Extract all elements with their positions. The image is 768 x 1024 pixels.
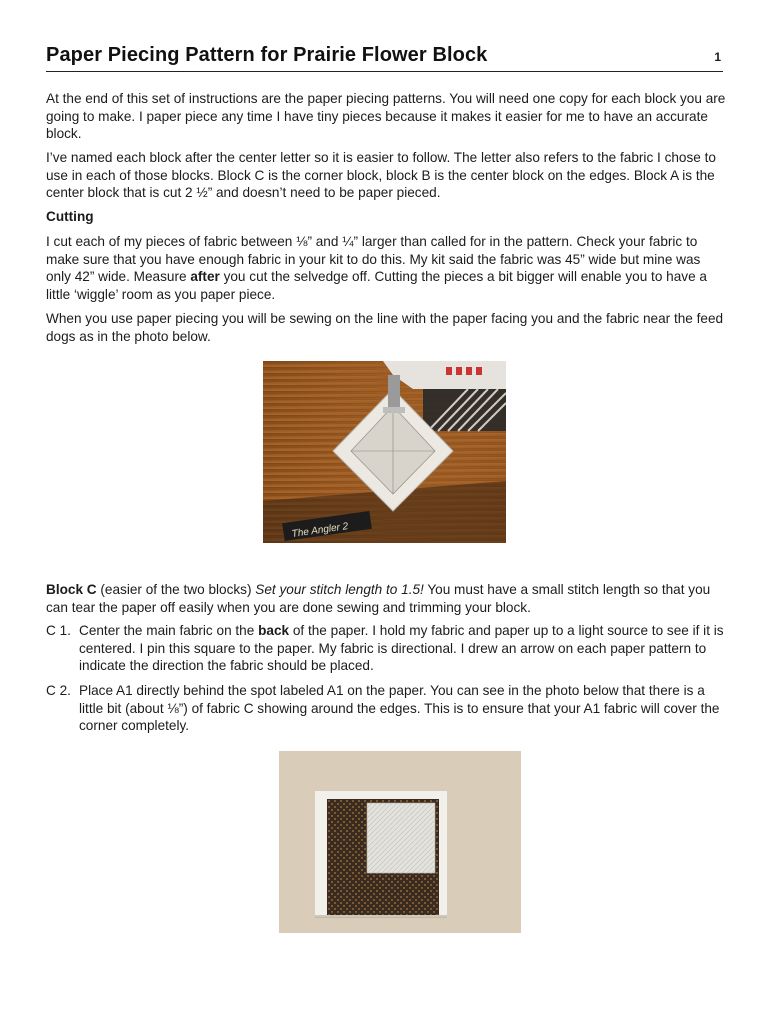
block-c-intro — [46, 581, 726, 616]
step-text-a: Center the main fabric on the — [79, 623, 259, 638]
page-header — [46, 44, 723, 72]
step-text — [79, 622, 726, 675]
block-c-paren: (easier of the two blocks) — [96, 582, 256, 597]
block-c-label: Block C — [46, 582, 97, 597]
photo-sewing-machine-art — [263, 361, 506, 543]
photo-sewing-machine — [263, 361, 506, 543]
cutting-text-a: I cut each of my pieces of fabric between ⅛” and ¼” larger than called for in the pattern. Check your fabric to make sure that you have enough fabric in your kit to do this. My kit said the fabric was 45” wide but mine was only 42” wide. Measure — [46, 234, 701, 285]
page-title: Paper Piecing Pattern for Prairie Flower Block — [46, 44, 488, 66]
step-text-b: of the paper. I hold my fabric and paper up to a light source to see if it is centered. I pin this square to the paper. My fabric is directional. I drew an arrow on each paper pattern to indicate the direction the fabric should be placed. — [79, 623, 724, 674]
block-c-italic-note: Set your stitch length to 1.5! — [255, 582, 424, 597]
intro-paragraph-1: At the end of this set of instructions are the paper piecing patterns. You will need one copy for each block you are going to make. I paper piece any time I have tiny pieces because it makes it easier for me to have an accurate block. — [46, 91, 726, 142]
photo-fabric-block-art — [279, 751, 521, 933]
cutting-heading: Cutting — [46, 209, 94, 224]
intro-paragraph-2: I’ve named each block after the center letter so it is easier to follow. The letter also refers to the fabric I chose to use in each of those blocks. Block C is the corner block, block B is the center block on the edges. Block A is the center block that is cut 2 ½” and doesn’t need to be paper pieced. — [46, 150, 716, 201]
ruler-label-text: The Angler 2 — [291, 521, 349, 540]
step-c2 — [46, 682, 726, 735]
page-number: 1 — [714, 50, 721, 64]
step-text-bold: back — [258, 623, 290, 638]
step-c1 — [46, 622, 726, 675]
step-text-a: Place A1 directly behind the spot labeled A1 on the paper. You can see in the photo below that there is a little bit (about ⅛”) of fabric C showing around the edges. This is to ensure that your A1 fabric will cover the corner completely. — [79, 683, 720, 734]
step-text — [79, 682, 726, 735]
step-number: C 1. — [46, 623, 71, 638]
block-c-rest: You must have a small stitch length so that you can tear the paper off easily when you are done sewing and trimming your block. — [46, 582, 711, 615]
step-number: C 2. — [46, 683, 71, 698]
cutting-paragraph-2: When you use paper piecing you will be sewing on the line with the paper facing you and the fabric near the feed dogs as in the photo below. — [46, 311, 724, 344]
cutting-bold-after: after — [190, 269, 220, 285]
photo-fabric-block — [279, 751, 521, 933]
cutting-text-b: you cut the selvedge off. Cutting the pieces a bit bigger will enable you to have a little ‘wiggle’ room as you paper piece. — [46, 269, 707, 302]
cutting-paragraph-1 — [46, 233, 726, 303]
